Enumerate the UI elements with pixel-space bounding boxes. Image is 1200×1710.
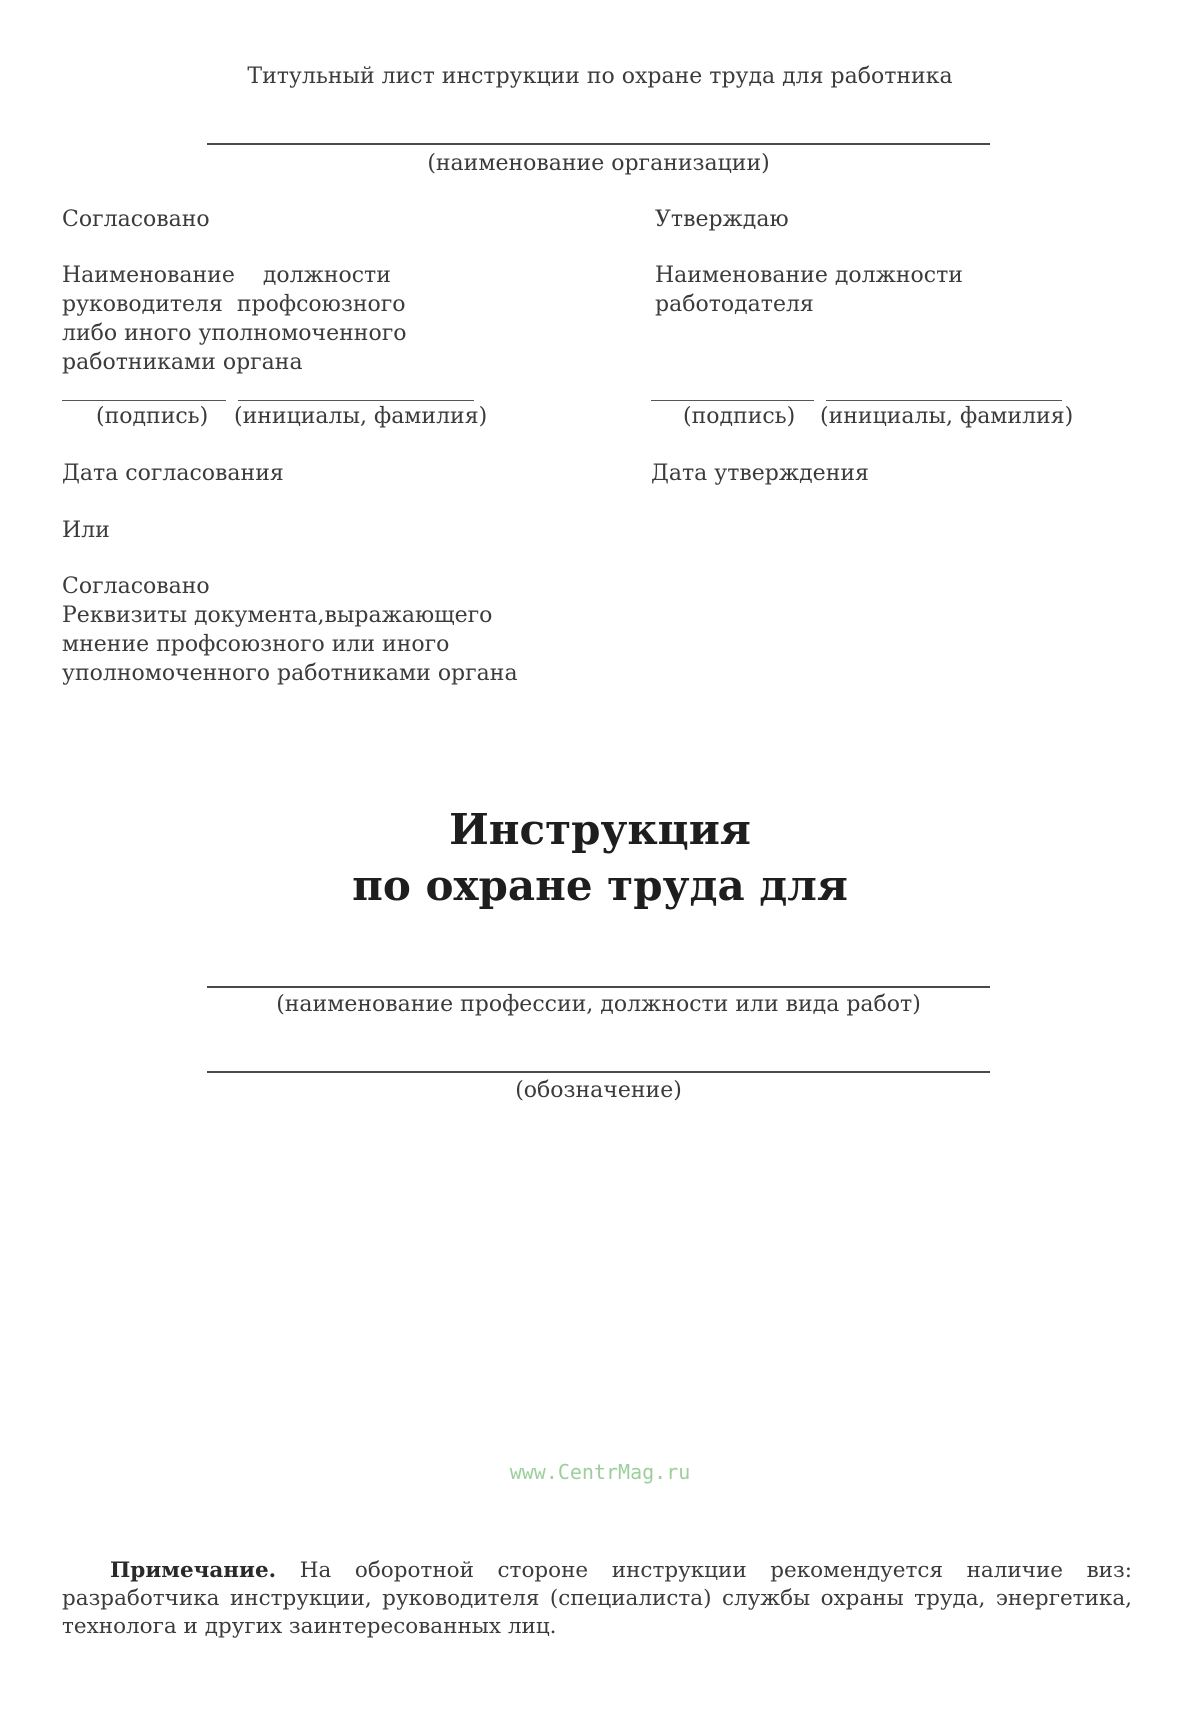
union-position-block (62, 261, 406, 377)
right-signature-caption: (подпись) (683, 404, 796, 429)
right-name-line (826, 400, 1062, 401)
alternative-agreement-line: мнение профсоюзного или иного (62, 632, 450, 657)
agreement-date-label: Дата согласования (62, 461, 284, 486)
union-position-line: работниками органа (62, 350, 303, 375)
left-name-caption: (инициалы, фамилия) (234, 404, 488, 429)
instruction-title-line: по охране труда для (352, 861, 848, 910)
employer-position-line: Наименование должности (655, 263, 963, 288)
approve-heading: Утверждаю (655, 207, 789, 232)
agreed-heading: Согласовано (62, 207, 210, 232)
employer-position-line: работодателя (655, 292, 814, 317)
alternative-agreement-line: Реквизиты документа,выражающего (62, 603, 493, 628)
right-name-caption: (инициалы, фамилия) (820, 404, 1074, 429)
instruction-title (0, 802, 1200, 914)
footnote-label: Примечание. (110, 1558, 277, 1583)
organization-name-line (207, 143, 990, 145)
left-signature-caption: (подпись) (96, 404, 209, 429)
left-name-line (238, 400, 474, 401)
instruction-title-line: Инструкция (449, 805, 751, 854)
union-position-line: Наименование должности (62, 263, 391, 288)
alternative-agreement-line: уполномоченного работниками органа (62, 661, 518, 686)
approval-date-label: Дата утверждения (651, 461, 869, 486)
site-watermark: www.CentrMag.ru (509, 1460, 691, 1484)
designation-line (207, 1071, 990, 1073)
or-label: Или (62, 518, 110, 543)
profession-line (207, 986, 990, 988)
organization-name-caption: (наименование организации) (427, 151, 770, 176)
document-header-title: Титульный лист инструкции по охране труда для работника (247, 64, 953, 89)
alternative-agreed-heading: Согласовано (62, 574, 210, 599)
alternative-agreement-block (62, 572, 518, 688)
employer-position-block (655, 261, 963, 319)
footnote (62, 1557, 1132, 1641)
footnote-text: На оборотной стороне инструкции рекомендуется наличие виз: разработчика инструкции, руководителя (специалиста) службы охраны труда, энергетика, технолога и других заинтересованных лиц. (62, 1558, 1132, 1639)
right-signature-line (651, 400, 814, 401)
profession-caption: (наименование профессии, должности или вида работ) (276, 992, 921, 1017)
union-position-line: либо иного уполномоченного (62, 321, 407, 346)
union-position-line: руководителя профсоюзного (62, 292, 406, 317)
designation-caption: (обозначение) (515, 1078, 682, 1103)
left-signature-line (62, 400, 226, 401)
